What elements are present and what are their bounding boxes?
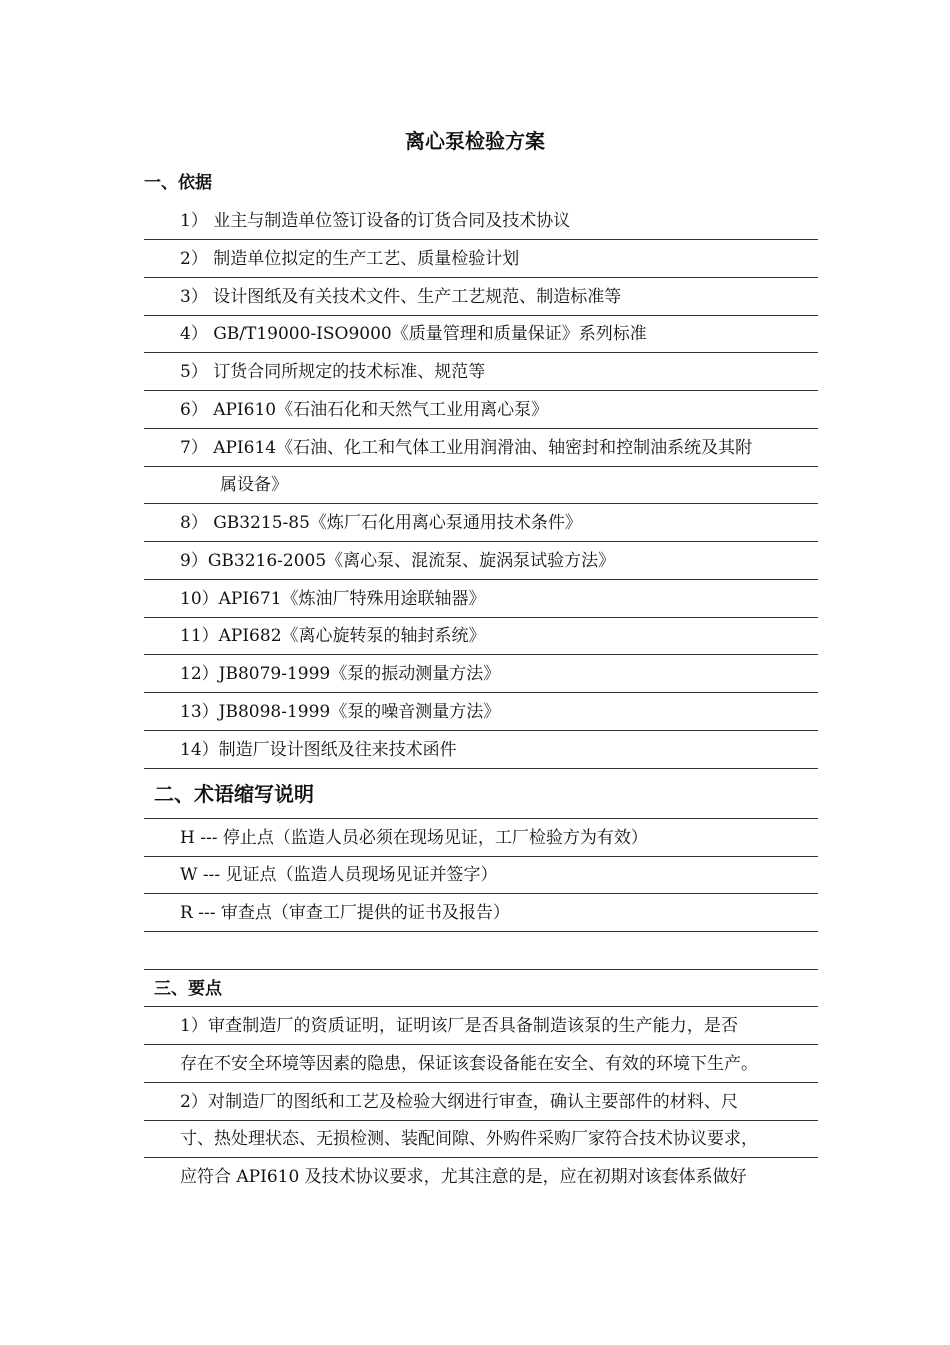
list-item [144, 278, 818, 316]
list-item-text: 9）GB3216-2005《离心泵、混流泵、旋涡泵试验方法》 [180, 551, 616, 571]
list-item-text: 3） 设计图纸及有关技术文件、生产工艺规范、制造标准等 [180, 287, 622, 307]
blank-row [144, 932, 818, 970]
paragraph-text: 应符合 API610 及技术协议要求，尤其注意的是，应在初期对该套体系做好 [180, 1167, 747, 1187]
list-item [144, 693, 818, 731]
section-heading-terms: 二、术语缩写说明 [154, 782, 314, 806]
list-item-text: 13）JB8098-1999《泵的噪音测量方法》 [180, 702, 501, 722]
term-text: W --- 见证点（监造人员现场见证并签字） [180, 865, 498, 885]
section-heading-key-points: 三、要点 [154, 979, 222, 999]
list-item-continuation [144, 466, 818, 504]
list-item [144, 353, 818, 391]
paragraph-text: 1）审查制造厂的资质证明，证明该厂是否具备制造该泵的生产能力，是否 [180, 1016, 739, 1036]
list-item-text: 8） GB3215-85《炼厂石化用离心泵通用技术条件》 [180, 513, 582, 533]
paragraph-line [144, 1007, 818, 1045]
list-item-text: 11）API682《离心旋转泵的轴封系统》 [180, 626, 486, 646]
list-item-text: 10）API671《炼油厂特殊用途联轴器》 [180, 589, 486, 609]
term-item [144, 856, 818, 894]
list-item-text: 14）制造厂设计图纸及往来技术函件 [180, 740, 457, 760]
paragraph-line [144, 1158, 818, 1196]
list-item [144, 429, 818, 467]
paragraph-text: 存在不安全环境等因素的隐患，保证该套设备能在安全、有效的环境下生产。 [180, 1054, 758, 1074]
list-item [144, 731, 818, 769]
paragraph-text: 2）对制造厂的图纸和工艺及检验大纲进行审查，确认主要部件的材料、尺 [180, 1092, 739, 1112]
list-item [144, 580, 818, 618]
document-title: 离心泵检验方案 [405, 129, 545, 153]
list-item-text: 4） GB/T19000-ISO9000《质量管理和质量保证》系列标准 [180, 324, 647, 344]
term-text: R --- 审查点（审查工厂提供的证书及报告） [180, 903, 510, 923]
paragraph-text: 寸、热处理状态、无损检测、装配间隙、外购件采购厂家符合技术协议要求， [180, 1129, 758, 1149]
list-item [144, 504, 818, 542]
list-item [144, 617, 818, 655]
list-item [144, 542, 818, 580]
paragraph-line [144, 1083, 818, 1121]
list-item [144, 202, 818, 240]
term-item [144, 894, 818, 932]
list-item-text: 5） 订货合同所规定的技术标准、规范等 [180, 362, 486, 382]
list-item-text: 12）JB8079-1999《泵的振动测量方法》 [180, 664, 501, 684]
list-item-text: 属设备》 [220, 475, 288, 495]
list-item [144, 391, 818, 429]
list-item [144, 315, 818, 353]
list-item-text: 2） 制造单位拟定的生产工艺、质量检验计划 [180, 249, 520, 269]
paragraph-line [144, 1120, 818, 1158]
list-item-text: 6） API610《石油石化和天然气工业用离心泵》 [180, 400, 549, 420]
list-item-text: 7） API614《石油、化工和气体工业用润滑油、轴密封和控制油系统及其附 [180, 438, 753, 458]
section-heading-basis: 一、依据 [144, 173, 212, 193]
list-item [144, 655, 818, 693]
paragraph-line [144, 1045, 818, 1083]
list-item [144, 240, 818, 278]
term-item [144, 819, 818, 857]
list-item-text: 1） 业主与制造单位签订设备的订货合同及技术协议 [180, 211, 571, 231]
term-text: H --- 停止点（监造人员必须在现场见证，工厂检验方为有效） [180, 828, 648, 848]
